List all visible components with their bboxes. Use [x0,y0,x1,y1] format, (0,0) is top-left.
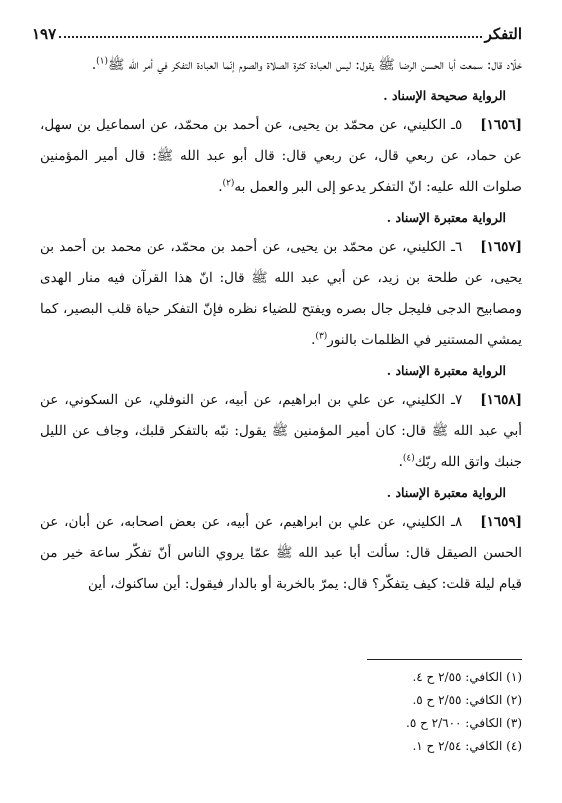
page-header [32,18,522,42]
footnotes [300,666,522,758]
grade-note: الرواية صحيحة الإسناد . [383,88,506,103]
entry-text: ٧ـ الكليني، عن علي بن ابراهيم، عن أبيه، عن النوفلي، عن السكوني، عن أبي عبد الله ﷺ قال: كان أمير المؤمنين ﷺ يقول: نبّه بالتفكر قلبك، وجاف عن الليل جنبك واتق الله ربّك [40,392,522,470]
entry-number: [١٦٥٨] [480,392,522,408]
page-body [40,50,522,600]
hadith-entry: [١٦٥٧]٦ـ الكليني، عن محمّد بن يحيى، عن أحمد بن محمّد، عن محمد بن أحمد بن يحيى، عن طلحة بن زيد، عن أبي عبد الله ﷺ قال: انّ هذا القرآن فيه منار الهدى ومصابيح الدجى فليجل جال بصره ويفتح للضياء نظره فإنّ التفكر حياة قلب البصير، كما يمشي المستنير في الظلمات بالنور$^{(٣)}$. [40,232,522,356]
chapter-title: التفكر [484,25,522,43]
footnote-ref: (٤) [402,453,415,464]
footnote-ref: (٢) [222,178,235,189]
intro-text: خلّاد قال: سمعت أبا الحسن الرضا ﷺ يقول: ليس العبادة كثرة الصلاة والصوم إنّما العبادة التفكر في أمر الله ﷺ [108,57,522,73]
hadith-entry: [١٦٥٨]٧ـ الكليني، عن علي بن ابراهيم، عن أبيه، عن النوفلي، عن السكوني، عن أبي عبد الله ﷺ قال: كان أمير المؤمنين ﷺ يقول: نبّه بالتفكر قلبك، وجاف عن الليل جنبك واتق الله ربّك$^{(٤)}$. [40,385,522,478]
entry-number: [١٦٥٩] [480,514,522,530]
footnote: (١) الكافي: ٢/٥٥ ح ٤. [412,670,522,684]
footnote: (٤) الكافي: ٢/٥٤ ح ١. [412,739,522,753]
header-dotted-leader [59,34,481,38]
footnote: (٢) الكافي: ٢/٥٥ ح ٥. [412,693,522,707]
intro-paragraph: خلّاد قال: سمعت أبا الحسن الرضا ﷺ يقول: ليس العبادة كثرة الصلاة والصوم إنّما العبادة التفكر في أمر الله ﷺ$^{(١)}$. [91,56,522,73]
entry-number: [١٦٥٧] [480,239,522,255]
grade-note: الرواية معتبرة الإسناد . [386,485,506,500]
footnote: (٣) الكافي: ٢/٦٠٠ ح ٥. [406,716,522,730]
grade-note: الرواية معتبرة الإسناد . [386,210,506,225]
entry-text: ٨ـ الكليني، عن علي بن ابراهيم، عن أبيه، عن بعض اصحابه، عن أبان، عن الحسن الصيقل قال: سألت أبا عبد الله ﷺ عمّا يروي الناس أنّ تفكّر ساعة خير من قيام ليلة قلت: كيف يتفكّر؟ قال: يمرّ بالخربة أو بالدار فيقول: أين ساكنوك، أين [40,514,522,592]
entry-number: [١٦٥٦] [480,117,522,133]
entry-text: ٦ـ الكليني، عن محمّد بن يحيى، عن أحمد بن محمّد، عن محمد بن أحمد بن يحيى، عن طلحة بن زيد، عن أبي عبد الله ﷺ قال: انّ هذا القرآن فيه منار الهدى ومصابيح الدجى فليجل جال بصره ويفتح للضياء نظره فإنّ التفكر حياة قلب البصير، كما يمشي المستنير في الظلمات بالنور [40,239,522,348]
hadith-entry: [١٦٥٦]٥ـ الكليني، عن محمّد بن يحيى، عن أحمد بن محمّد، عن اسماعيل بن سهل، عن حماد، عن ربعي قال، عن ربعي قال: قال أبو عبد الله ﷺ: قال أمير المؤمنين صلوات الله عليه: انّ التفكر يدعو إلى البر والعمل به$^{(٢)}$. [40,110,522,203]
page-number: ١٩٧ [32,25,57,43]
footnote-divider [367,659,522,660]
grade-note: الرواية معتبرة الإسناد . [386,363,506,378]
hadith-entry [40,507,522,600]
footnote-ref: (٣) [315,331,328,342]
entry-text: ٥ـ الكليني، عن محمّد بن يحيى، عن أحمد بن محمّد، عن اسماعيل بن سهل، عن حماد، عن ربعي قال، عن ربعي قال: قال أبو عبد الله ﷺ: قال أمير المؤمنين صلوات الله عليه: انّ التفكر يدعو إلى البر والعمل به [40,117,522,195]
footnote-ref: (١) [96,56,109,67]
